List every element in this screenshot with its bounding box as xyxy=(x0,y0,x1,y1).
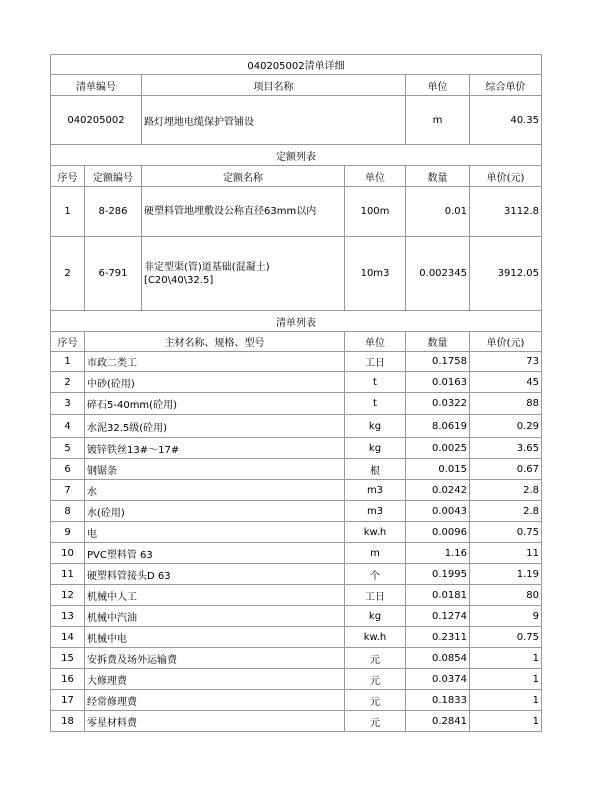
material-price: 1 xyxy=(470,669,542,690)
quota-row xyxy=(51,187,542,237)
quota-seq: 1 xyxy=(51,187,85,237)
material-unit: 元 xyxy=(345,669,406,690)
material-name: 机械中电 xyxy=(85,627,345,648)
material-unit: 元 xyxy=(345,648,406,669)
material-qty: 0.0374 xyxy=(406,669,470,690)
quota-code: 8-286 xyxy=(85,187,142,237)
material-seq: 6 xyxy=(51,459,85,480)
material-qty: 0.1274 xyxy=(406,606,470,627)
material-seq: 14 xyxy=(51,627,85,648)
material-row xyxy=(51,372,542,393)
material-unit-header: 单位 xyxy=(345,332,406,352)
material-name: 市政二类工 xyxy=(85,352,345,372)
material-qty: 0.1833 xyxy=(406,690,470,711)
material-name: 水泥32.5级(砼用) xyxy=(85,415,345,438)
quota-seq: 2 xyxy=(51,237,85,311)
material-name: 安拆费及场外运输费 xyxy=(85,648,345,669)
material-unit: t xyxy=(345,372,406,393)
material-qty: 0.0322 xyxy=(406,393,470,415)
material-name: 中砂(砼用) xyxy=(85,372,345,393)
material-row xyxy=(51,585,542,606)
material-name: 电 xyxy=(85,522,345,543)
material-price: 80 xyxy=(470,585,542,606)
material-name: 钢锯条 xyxy=(85,459,345,480)
material-price: 0.75 xyxy=(470,627,542,648)
quota-code: 6-791 xyxy=(85,237,142,311)
material-qty: 0.0854 xyxy=(406,648,470,669)
material-qty: 0.0025 xyxy=(406,438,470,459)
material-unit: kw.h xyxy=(345,522,406,543)
material-price: 2.8 xyxy=(470,501,542,522)
material-price: 1 xyxy=(470,711,542,732)
material-seq: 18 xyxy=(51,711,85,732)
material-row xyxy=(51,501,542,522)
material-row xyxy=(51,393,542,415)
material-seq: 4 xyxy=(51,415,85,438)
material-row xyxy=(51,352,542,372)
material-qty: 0.0181 xyxy=(406,585,470,606)
material-row xyxy=(51,690,542,711)
material-qty: 0.0043 xyxy=(406,501,470,522)
material-name-header: 主材名称、规格、型号 xyxy=(85,332,345,352)
material-name: 硬塑料管接头D 63 xyxy=(85,564,345,585)
bill-price: 40.35 xyxy=(470,96,542,145)
material-qty: 8.0619 xyxy=(406,415,470,438)
material-unit: m3 xyxy=(345,501,406,522)
material-seq: 3 xyxy=(51,393,85,415)
material-qty: 0.0096 xyxy=(406,522,470,543)
material-qty: 0.1995 xyxy=(406,564,470,585)
material-name: PVC塑料管 63 xyxy=(85,543,345,564)
material-seq: 1 xyxy=(51,352,85,372)
material-seq: 10 xyxy=(51,543,85,564)
material-unit: 工日 xyxy=(345,352,406,372)
material-unit: kg xyxy=(345,438,406,459)
material-price: 9 xyxy=(470,606,542,627)
material-seq: 2 xyxy=(51,372,85,393)
material-unit: t xyxy=(345,393,406,415)
bill-code: 040205002 xyxy=(51,96,142,145)
material-seq: 13 xyxy=(51,606,85,627)
material-row xyxy=(51,648,542,669)
material-price: 0.67 xyxy=(470,459,542,480)
material-name: 机械中汽油 xyxy=(85,606,345,627)
quota-qty-header: 数量 xyxy=(406,166,470,187)
material-unit: 根 xyxy=(345,459,406,480)
material-seq: 16 xyxy=(51,669,85,690)
quota-code-header: 定额编号 xyxy=(85,166,142,187)
material-name: 机械中人工 xyxy=(85,585,345,606)
material-price: 0.75 xyxy=(470,522,542,543)
material-unit: m xyxy=(345,543,406,564)
table-title: 040205002清单详细 xyxy=(51,55,542,75)
quota-price: 3912.05 xyxy=(470,237,542,311)
material-name: 水 xyxy=(85,480,345,501)
material-row xyxy=(51,438,542,459)
material-seq: 11 xyxy=(51,564,85,585)
material-row xyxy=(51,543,542,564)
material-row xyxy=(51,480,542,501)
material-row xyxy=(51,415,542,438)
material-section-title: 清单列表 xyxy=(51,311,542,332)
material-row xyxy=(51,711,542,732)
quota-unit: 10m3 xyxy=(345,237,406,311)
quota-unit-header: 单位 xyxy=(345,166,406,187)
material-seq: 8 xyxy=(51,501,85,522)
material-row xyxy=(51,669,542,690)
material-seq: 7 xyxy=(51,480,85,501)
material-qty: 1.16 xyxy=(406,543,470,564)
material-seq: 9 xyxy=(51,522,85,543)
quota-seq-header: 序号 xyxy=(51,166,85,187)
bill-detail-table xyxy=(50,54,542,732)
quota-qty: 0.01 xyxy=(406,187,470,237)
material-row xyxy=(51,627,542,648)
material-qty: 0.0163 xyxy=(406,372,470,393)
material-qty: 0.0242 xyxy=(406,480,470,501)
quota-qty: 0.002345 xyxy=(406,237,470,311)
material-row xyxy=(51,522,542,543)
quota-name: 硬塑料管地埋敷设公称直径63mm以内 xyxy=(142,187,345,237)
material-name: 大修理费 xyxy=(85,669,345,690)
material-unit: 元 xyxy=(345,690,406,711)
material-unit: 个 xyxy=(345,564,406,585)
material-qty: 0.015 xyxy=(406,459,470,480)
material-seq-header: 序号 xyxy=(51,332,85,352)
material-name: 镀锌铁丝13#～17# xyxy=(85,438,345,459)
material-price: 45 xyxy=(470,372,542,393)
material-seq: 5 xyxy=(51,438,85,459)
material-unit: 元 xyxy=(345,711,406,732)
material-price: 3.65 xyxy=(470,438,542,459)
material-qty: 0.2841 xyxy=(406,711,470,732)
material-row xyxy=(51,459,542,480)
bill-unit: m xyxy=(406,96,470,145)
bill-code-header: 清单编号 xyxy=(51,75,142,96)
material-name: 经常修理费 xyxy=(85,690,345,711)
material-seq: 12 xyxy=(51,585,85,606)
material-name: 零星材料费 xyxy=(85,711,345,732)
material-unit: kg xyxy=(345,606,406,627)
material-name: 水(砼用) xyxy=(85,501,345,522)
material-qty: 0.2311 xyxy=(406,627,470,648)
quota-price-header: 单价(元) xyxy=(470,166,542,187)
material-seq: 17 xyxy=(51,690,85,711)
material-price: 88 xyxy=(470,393,542,415)
material-unit: kw.h xyxy=(345,627,406,648)
material-qty-header: 数量 xyxy=(406,332,470,352)
material-row xyxy=(51,606,542,627)
material-price: 0.29 xyxy=(470,415,542,438)
bill-name: 路灯埋地电缆保护管铺设 xyxy=(142,96,406,145)
material-price-header: 单价(元) xyxy=(470,332,542,352)
material-price: 73 xyxy=(470,352,542,372)
material-unit: kg xyxy=(345,415,406,438)
material-seq: 15 xyxy=(51,648,85,669)
material-price: 1 xyxy=(470,648,542,669)
material-price: 11 xyxy=(470,543,542,564)
bill-unit-header: 单位 xyxy=(406,75,470,96)
material-unit: 工日 xyxy=(345,585,406,606)
material-qty: 0.1758 xyxy=(406,352,470,372)
quota-row xyxy=(51,237,542,311)
material-price: 1 xyxy=(470,690,542,711)
bill-price-header: 综合单价 xyxy=(470,75,542,96)
bill-name-header: 项目名称 xyxy=(142,75,406,96)
quota-unit: 100m xyxy=(345,187,406,237)
material-row xyxy=(51,564,542,585)
material-price: 1.19 xyxy=(470,564,542,585)
quota-section-title: 定额列表 xyxy=(51,145,542,166)
material-price: 2.8 xyxy=(470,480,542,501)
quota-name-header: 定额名称 xyxy=(142,166,345,187)
quota-name: 非定型渠(管)道基础(混凝土) [C20\40\32.5] xyxy=(142,237,345,311)
quota-price: 3112.8 xyxy=(470,187,542,237)
material-unit: m3 xyxy=(345,480,406,501)
material-name: 碎石5-40mm(砼用) xyxy=(85,393,345,415)
